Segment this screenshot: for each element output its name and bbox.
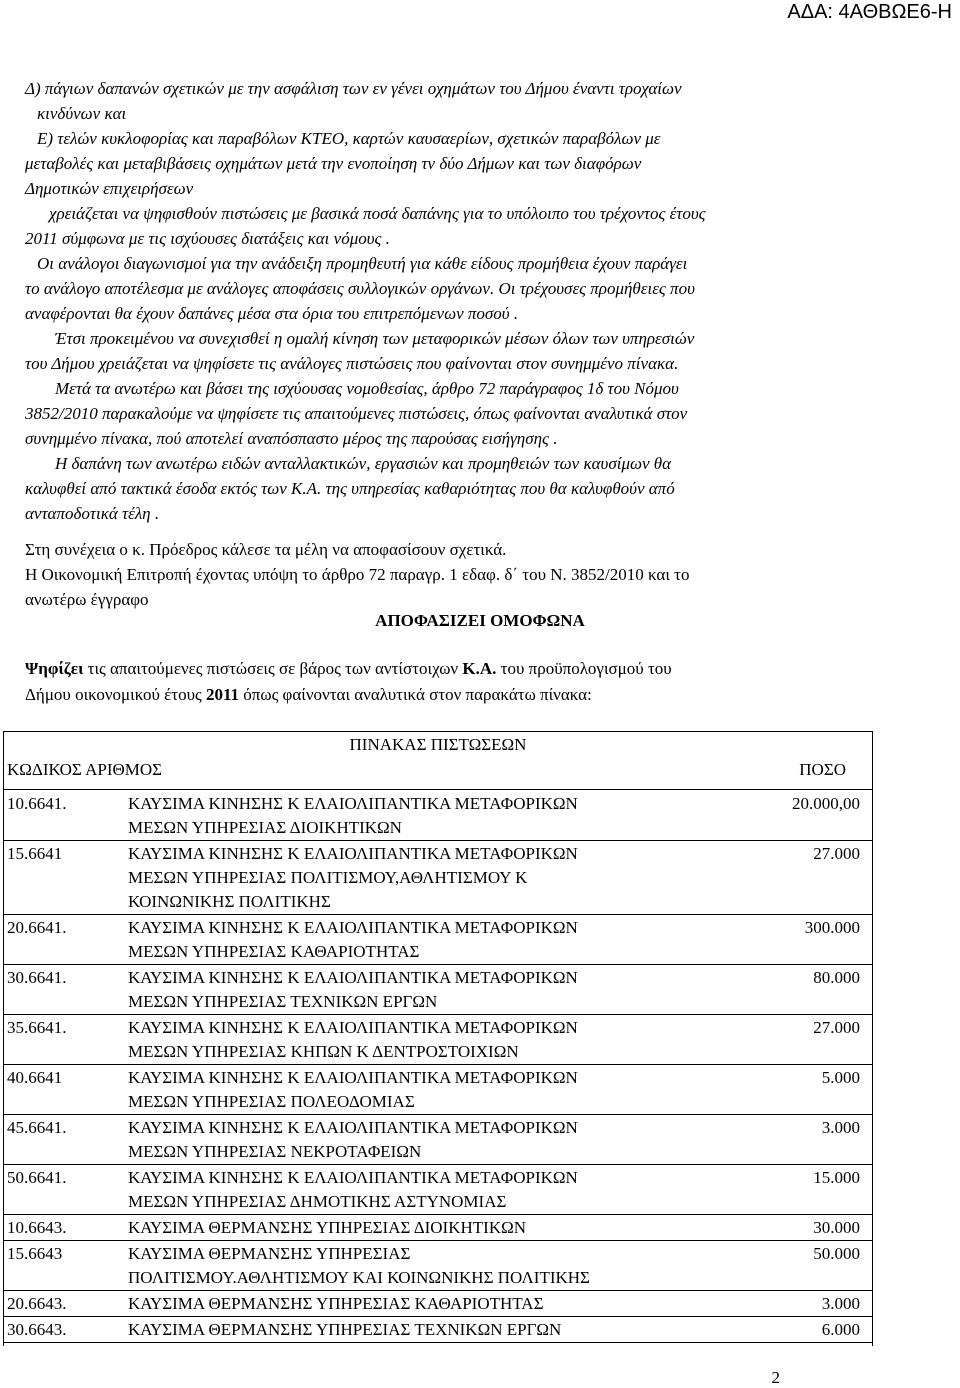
votes-text: του προϋπολογισμού του [496, 659, 672, 678]
row-description-line: ΚΟΙΝΩΝΙΚΗΣ ΠΟΛΙΤΙΚΗΣ [128, 892, 331, 911]
row-description-line: ΜΕΣΩΝ ΥΠΗΡΕΣΙΑΣ ΔΙΟΙΚΗΤΙΚΩΝ [128, 818, 402, 837]
text-line: Στη συνέχεια ο κ. Πρόεδρος κάλεσε τα μέλη να αποφασίσουν σχετικά. [25, 540, 507, 559]
row-amount: 3.000 [821, 1118, 860, 1137]
text-line: Μετά τα ανωτέρω και βάσει της ισχύουσας νομοθεσίας, άρθρο 72 παράγραφος 1δ του Νόμου [55, 379, 679, 398]
text-line: συνημμένο πίνακα, πού αποτελεί αναπόσπαστο μέρος της παρούσας εισήγησης . [25, 429, 558, 448]
table-row [4, 1065, 872, 1115]
row-description [128, 1165, 748, 1214]
row-code: 30.6643. [7, 1320, 67, 1339]
table-row [4, 1291, 872, 1317]
table-row [4, 1115, 872, 1165]
row-code: 45.6641. [7, 1118, 67, 1137]
row-code: 10.6643. [7, 1218, 67, 1237]
row-description [128, 1215, 748, 1240]
row-description-line: ΠΟΛΙΤΙΣΜΟΥ.ΑΘΛΗΤΙΣΜΟΥ ΚΑΙ ΚΟΙΝΩΝΙΚΗΣ ΠΟΛΙΤΙΚΗΣ [128, 1268, 590, 1287]
row-description-line: ΚΑΥΣΙΜΑ ΘΕΡΜΑΝΣΗΣ ΥΠΗΡΕΣΙΑΣ ΔΙΟΙΚΗΤΙΚΩΝ [128, 1218, 527, 1237]
votes-text: όπως φαίνονται αναλυτικά στον παρακάτω πίνακα: [239, 685, 592, 704]
table-row [4, 841, 872, 915]
text-line: του Δήμου χρειάζεται να ψηφίσετε τις ανάλογες πιστώσεις που φαίνονται στον συνημμένο πίνακα. [25, 354, 679, 373]
row-description-line: ΚΑΥΣΙΜΑ ΘΕΡΜΑΝΣΗΣ ΥΠΗΡΕΣΙΑΣ [128, 1244, 411, 1263]
row-description-line: ΜΕΣΩΝ ΥΠΗΡΕΣΙΑΣ ΚΑΘΑΡΙΟΤΗΤΑΣ [128, 942, 420, 961]
text-line: αναφέρονται θα έχουν δαπάνες μέσα στα όρια του επιτρεπόμενων ποσού . [25, 304, 519, 323]
row-code: 20.6641. [7, 918, 67, 937]
votes-text: τις απαιτούμενες πιστώσεις σε βάρος των αντίστοιχων [83, 659, 463, 678]
text-line: χρειάζεται να ψηφισθούν πιστώσεις με βασικά ποσά δαπάνης για το υπόλοιπο του τρέχοντος έτους [49, 204, 706, 223]
row-description-line: ΚΑΥΣΙΜΑ ΚΙΝΗΣΗΣ Κ ΕΛΑΙΟΛΙΠΑΝΤΙΚΑ ΜΕΤΑΦΟΡΙΚΩΝ [128, 794, 578, 813]
decision-title: ΑΠΟΦΑΣΙΖΕΙ ΟΜΟΦΩΝΑ [375, 611, 585, 630]
row-description-line: ΚΑΥΣΙΜΑ ΘΕΡΜΑΝΣΗΣ ΥΠΗΡΕΣΙΑΣ ΚΑΘΑΡΙΟΤΗΤΑΣ [128, 1294, 544, 1313]
row-amount: 6.000 [821, 1320, 860, 1339]
row-description-line: ΚΑΥΣΙΜΑ ΚΙΝΗΣΗΣ Κ ΕΛΑΙΟΛΙΠΑΝΤΙΚΑ ΜΕΤΑΦΟΡΙΚΩΝ [128, 1118, 578, 1137]
row-amount: 27.000 [813, 1018, 860, 1037]
row-description-line: ΚΑΥΣΙΜΑ ΘΕΡΜΑΝΣΗΣ ΥΠΗΡΕΣΙΑΣ ΤΕΧΝΙΚΩΝ ΕΡΓΩΝ [128, 1320, 562, 1339]
row-code: 15.6641 [7, 844, 63, 863]
row-description [128, 1115, 748, 1164]
table-row [4, 1015, 872, 1065]
row-amount: 27.000 [813, 844, 860, 863]
table-row [4, 1215, 872, 1241]
text-line: ανταποδοτικά τέλη . [25, 504, 160, 523]
table-body [4, 791, 872, 1343]
row-description [128, 915, 748, 964]
text-line: Έτσι προκειμένου να συνεχισθεί η ομαλή κίνηση των μεταφορικών μέσων όλων των υπηρεσιών [55, 329, 695, 348]
row-description-line: ΜΕΣΩΝ ΥΠΗΡΕΣΙΑΣ ΤΕΧΝΙΚΩΝ ΕΡΓΩΝ [128, 992, 438, 1011]
text-line: ανωτέρω έγγραφο [25, 590, 149, 609]
text-line: Δημοτικών επιχειρήσεων [25, 179, 194, 198]
row-description-line: ΚΑΥΣΙΜΑ ΚΙΝΗΣΗΣ Κ ΕΛΑΙΟΛΙΠΑΝΤΙΚΑ ΜΕΤΑΦΟΡΙΚΩΝ [128, 918, 578, 937]
row-code: 10.6641. [7, 794, 67, 813]
row-code: 50.6641. [7, 1168, 67, 1187]
ada-code: ΑΔΑ: 4ΑΘΒΩΕ6-Η [787, 1, 952, 23]
table-row [4, 1317, 872, 1343]
row-amount: 50.000 [813, 1244, 860, 1263]
row-description-line: ΜΕΣΩΝ ΥΠΗΡΕΣΙΑΣ ΠΟΛΙΤΙΣΜΟΥ,ΑΘΛΗΤΙΣΜΟΥ Κ [128, 868, 528, 887]
row-amount: 3.000 [821, 1294, 860, 1313]
table-row [4, 1165, 872, 1215]
text-line: κινδύνων και [37, 104, 127, 123]
row-description [128, 1291, 748, 1316]
italic-paragraph [25, 76, 865, 526]
text-line: Οι ανάλογοι διαγωνισμοί για την ανάδειξη προμηθευτή για κάθε είδους προμήθεια έχουν παράγει [37, 254, 688, 273]
table-row [4, 965, 872, 1015]
row-description-line: ΜΕΣΩΝ ΥΠΗΡΕΣΙΑΣ ΠΟΛΕΟΔΟΜΙΑΣ [128, 1092, 415, 1111]
votes-line-1 [25, 656, 865, 682]
text-line: μεταβολές και μεταβιβάσεις οχημάτων μετά την ενοποίηση τν δύο Δήμων και των διαφόρων [25, 154, 642, 173]
row-description-line: ΚΑΥΣΙΜΑ ΚΙΝΗΣΗΣ Κ ΕΛΑΙΟΛΙΠΑΝΤΙΚΑ ΜΕΤΑΦΟΡΙΚΩΝ [128, 1068, 578, 1087]
text-line: 3852/2010 παρακαλούμε να ψηφίσετε τις απαιτούμενες πιστώσεις, όπως φαίνονται αναλυτικά στον [25, 404, 688, 423]
row-description-line: ΚΑΥΣΙΜΑ ΚΙΝΗΣΗΣ Κ ΕΛΑΙΟΛΙΠΑΝΤΙΚΑ ΜΕΤΑΦΟΡΙΚΩΝ [128, 1168, 578, 1187]
row-description [128, 841, 748, 914]
column-header-amount: ΠΟΣΟ [799, 760, 846, 779]
normal-paragraph [25, 537, 865, 612]
page-number: 2 [771, 1368, 780, 1387]
votes-bold-year: 2011 [205, 685, 240, 704]
votes-paragraph [25, 656, 865, 708]
row-amount: 5.000 [821, 1068, 860, 1087]
row-description-line: ΜΕΣΩΝ ΥΠΗΡΕΣΙΑΣ ΔΗΜΟΤΙΚΗΣ ΑΣΤΥΝΟΜΙΑΣ [128, 1192, 507, 1211]
text-line: Η δαπάνη των ανωτέρω ειδών ανταλλακτικών, εργασιών και προμηθειών των καυσίμων θα [55, 454, 672, 473]
row-description-line: ΜΕΣΩΝ ΥΠΗΡΕΣΙΑΣ ΝΕΚΡΟΤΑΦΕΙΩΝ [128, 1142, 422, 1161]
votes-text: Δήμου οικονομικού έτους [25, 685, 206, 704]
row-description-line: ΚΑΥΣΙΜΑ ΚΙΝΗΣΗΣ Κ ΕΛΑΙΟΛΙΠΑΝΤΙΚΑ ΜΕΤΑΦΟΡΙΚΩΝ [128, 844, 578, 863]
row-code: 15.6643 [7, 1244, 63, 1263]
text-line: Η Οικονομική Επιτροπή έχοντας υπόψη το άρθρο 72 παραγρ. 1 εδαφ. δ΄ του Ν. 3852/2010 και το [25, 565, 690, 584]
table-row [4, 1241, 872, 1291]
text-line: καλυφθεί από τακτικά έσοδα εκτός των Κ.Α. της υπηρεσίας καθαριότητας που θα καλυφθούν από [25, 479, 675, 498]
row-description-line: ΚΑΥΣΙΜΑ ΚΙΝΗΣΗΣ Κ ΕΛΑΙΟΛΙΠΑΝΤΙΚΑ ΜΕΤΑΦΟΡΙΚΩΝ [128, 1018, 578, 1037]
table-row [4, 791, 872, 841]
row-amount: 15.000 [813, 1168, 860, 1187]
text-line: το ανάλογο αποτέλεσμα με ανάλογες αποφάσεις συλλογικών οργάνων. Οι τρέχουσες προμήθειες που [25, 279, 695, 298]
row-description [128, 1317, 748, 1342]
row-amount: 80.000 [813, 968, 860, 987]
row-amount: 30.000 [813, 1218, 860, 1237]
text-line: 2011 σύμφωνα με τις ισχύουσες διατάξεις και νόμους . [25, 229, 390, 248]
row-description [128, 791, 748, 840]
text-line: Δ) πάγιων δαπανών σχετικών με την ασφάλιση των εν γένει οχημάτων του Δήμου έναντι τροχαίων [25, 79, 682, 98]
table-title: ΠΙΝΑΚΑΣ ΠΙΣΤΩΣΕΩΝ [349, 735, 527, 754]
row-code: 20.6643. [7, 1294, 67, 1313]
row-description [128, 1241, 748, 1290]
row-code: 30.6641. [7, 968, 67, 987]
row-code: 35.6641. [7, 1018, 67, 1037]
votes-bold-ka: Κ.Α. [462, 659, 497, 678]
votes-bold-verb: Ψηφίζει [25, 659, 84, 678]
row-description [128, 1015, 748, 1064]
credits-table [3, 731, 873, 1346]
row-description-line: ΜΕΣΩΝ ΥΠΗΡΕΣΙΑΣ ΚΗΠΩΝ Κ ΔΕΝΤΡΟΣΤΟΙΧΙΩΝ [128, 1042, 519, 1061]
row-code: 40.6641 [7, 1068, 63, 1087]
column-header-code: ΚΩΔΙΚΟΣ ΑΡΙΘΜΟΣ [7, 760, 163, 779]
table-row [4, 915, 872, 965]
row-amount: 20.000,00 [792, 794, 860, 813]
row-description [128, 965, 748, 1014]
row-description-line: ΚΑΥΣΙΜΑ ΚΙΝΗΣΗΣ Κ ΕΛΑΙΟΛΙΠΑΝΤΙΚΑ ΜΕΤΑΦΟΡΙΚΩΝ [128, 968, 578, 987]
header-divider [4, 789, 872, 790]
row-amount: 300.000 [804, 918, 860, 937]
text-line: Ε) τελών κυκλοφορίας και παραβόλων ΚΤΕΟ, καρτών καυσαερίων, σχετικών παραβόλων με [37, 129, 661, 148]
row-description [128, 1065, 748, 1114]
votes-line-2 [25, 682, 865, 708]
